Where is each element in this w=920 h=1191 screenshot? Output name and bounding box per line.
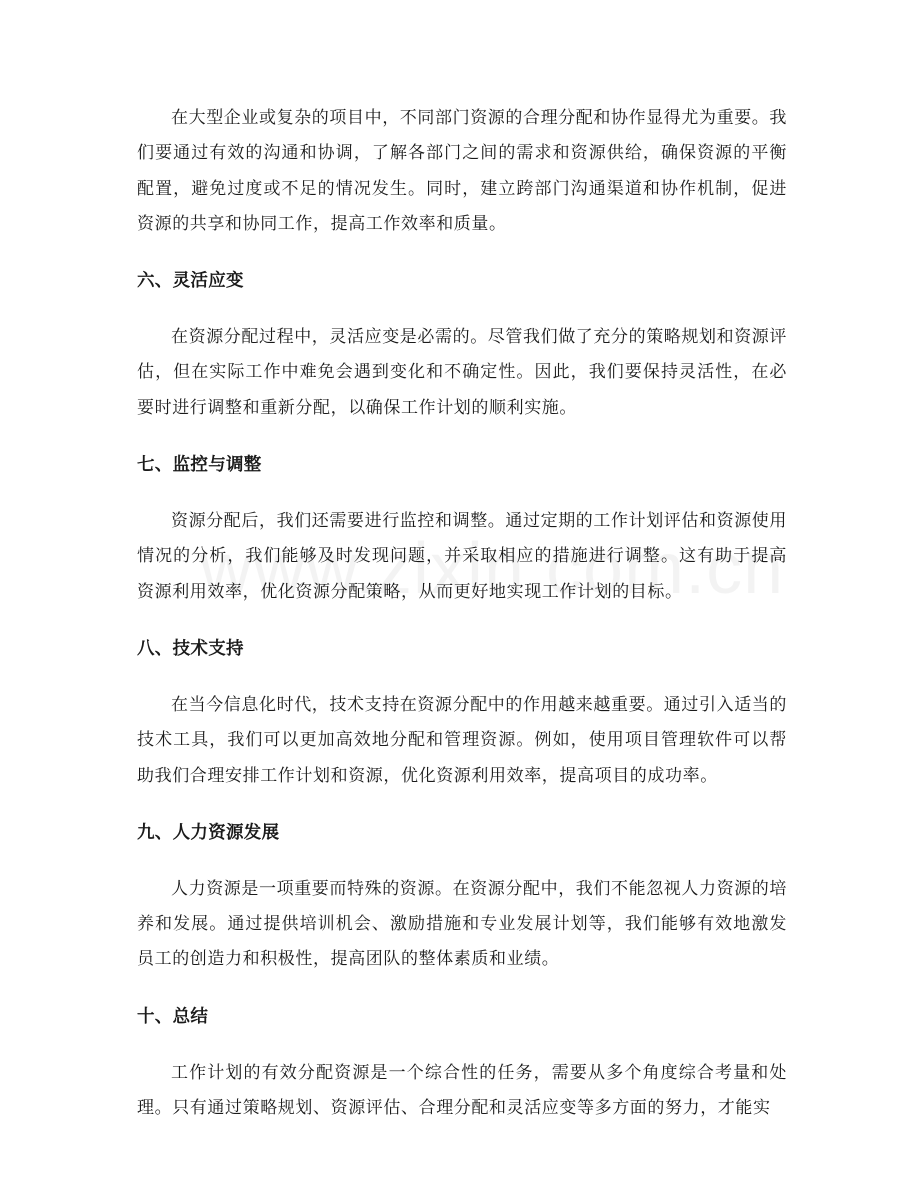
paragraph-tech-support: 在当今信息化时代，技术支持在资源分配中的作用越来越重要。通过引入适当的技术工具，我们可以更加高效地分配和管理资源。例如，使用项目管理软件可以帮助我们合理安排工作计划和资源，优化资源利用效率，提高项目的成功率。 [137, 694, 787, 786]
paragraph-department-coordination: 在大型企业或复杂的项目中，不同部门资源的合理分配和协作显得尤为重要。我们要通过有效的沟通和协调，了解各部门之间的需求和资源供给，确保资源的平衡配置，避免过度或不足的情况发生。同时，建立跨部门沟通渠道和协作机制，促进资源的共享和协同工作，提高工作效率和质量。 [137, 108, 787, 234]
paragraph-hr-development: 人力资源是一项重要而特殊的资源。在资源分配中，我们不能忽视人力资源的培养和发展。通过提供培训机会、激励措施和专业发展计划等，我们能够有效地激发员工的创造力和积极性，提高团队的整体素质和业绩。 [137, 878, 787, 970]
document-body [137, 101, 787, 1148]
section-heading-tech-support: 八、技术支持 [137, 638, 244, 659]
section-heading-hr-development: 九、人力资源发展 [137, 822, 280, 843]
section-heading-flexibility: 六、灵活应变 [137, 271, 244, 292]
paragraph-monitoring: 资源分配后，我们还需要进行监控和调整。通过定期的工作计划评估和资源使用情况的分析，我们能够及时发现问题，并采取相应的措施进行调整。这有助于提高资源利用效率，优化资源分配策略，从而更好地实现工作计划的目标。 [137, 511, 787, 602]
paragraph-flexibility: 在资源分配过程中，灵活应变是必需的。尽管我们做了充分的策略规划和资源评估，但在实际工作中难免会遇到变化和不确定性。因此，我们要保持灵活性，在必要时进行调整和重新分配，以确保工作计划的顺利实施。 [137, 327, 787, 418]
section-heading-monitoring: 七、监控与调整 [137, 455, 262, 476]
paragraph-summary: 工作计划的有效分配资源是一个综合性的任务，需要从多个角度综合考量和处理。只有通过策略规划、资源评估、合理分配和灵活应变等多方面的努力，才能实 [137, 1062, 787, 1119]
section-heading-summary: 十、总结 [137, 1006, 209, 1027]
